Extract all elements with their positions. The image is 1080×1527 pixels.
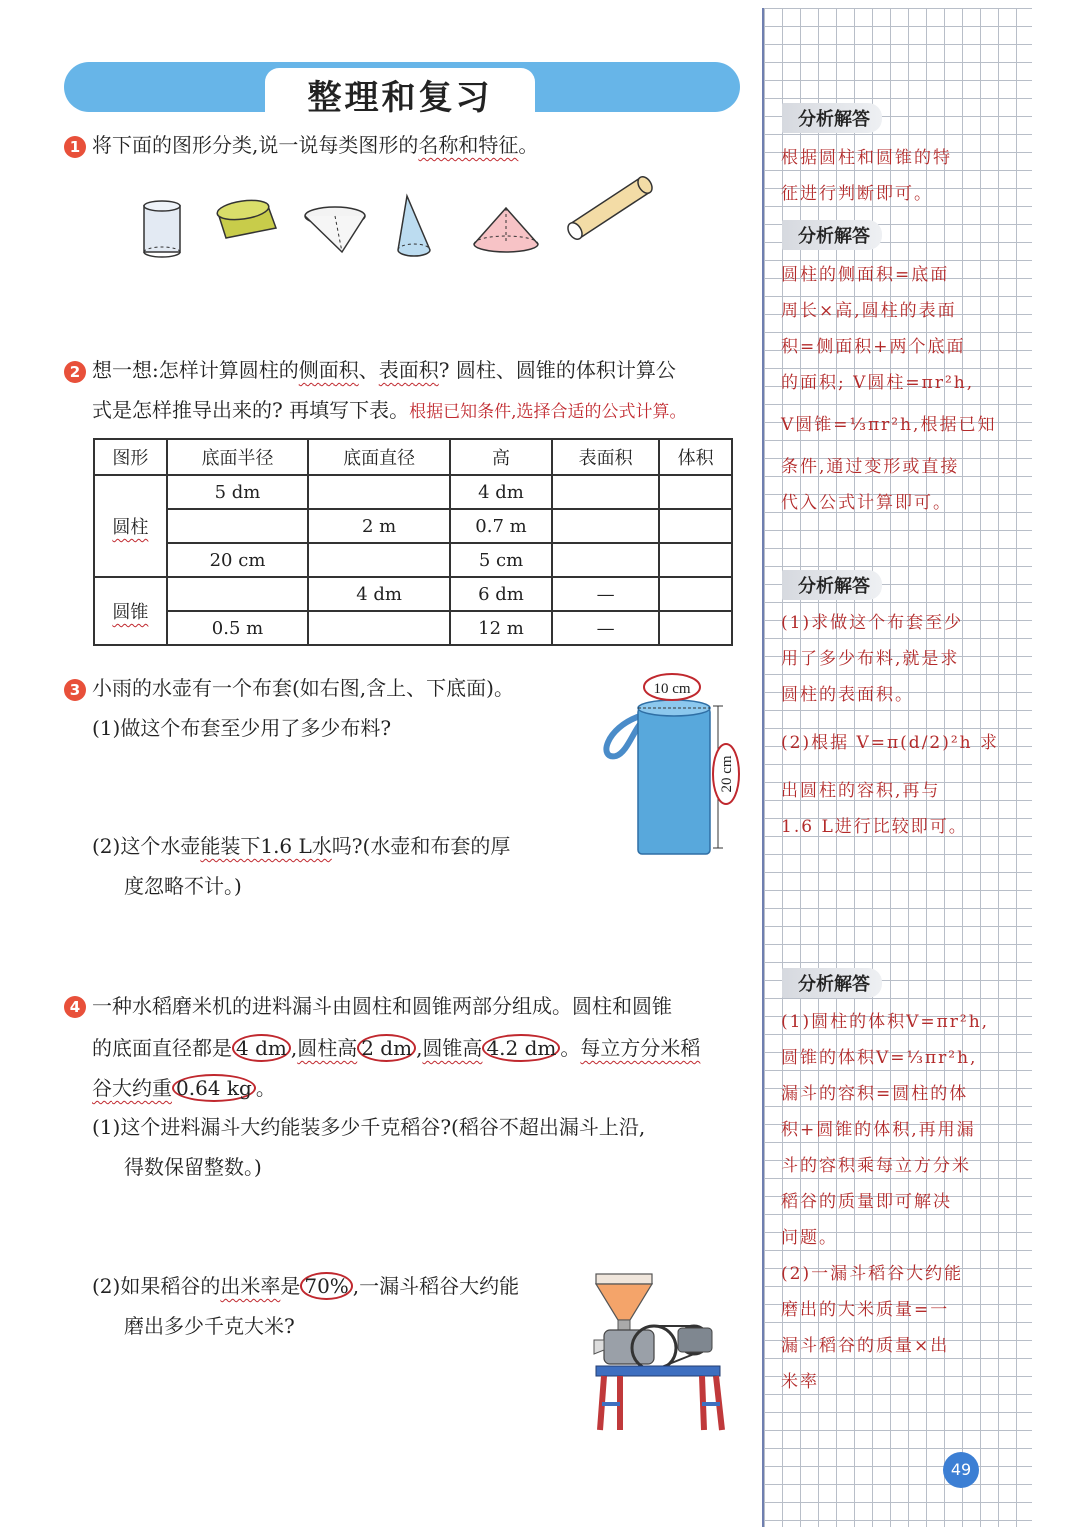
q4-line3-a: 谷 (92, 1076, 112, 1100)
analysis-heading-4: 分析解答 (782, 968, 882, 998)
question-3-sub2-line2: 度忽略不计。) (124, 874, 242, 898)
q4-line2-a: 的底面直径都是 (92, 1036, 232, 1060)
analysis-line: 漏斗稻谷的质量×出 (781, 1336, 950, 1356)
q1-text-c: 。 (518, 133, 539, 157)
q4-sub2-b: 出米率 (220, 1274, 281, 1298)
q2-line1-c: 、 (358, 358, 379, 382)
table-cell (167, 577, 309, 611)
analysis-line: 条件,通过变形或直接 (781, 457, 960, 477)
q2-hint: 根据已知条件,选择合适的公式计算。 (409, 402, 687, 422)
analysis-1 (781, 140, 1021, 212)
table-header: 体积 (659, 439, 732, 475)
cone-shape-3 (474, 208, 538, 252)
question-number-4: 4 (64, 996, 86, 1018)
cylinder-shape-1 (144, 201, 180, 257)
table-header: 底面直径 (308, 439, 450, 475)
table-row (94, 543, 732, 577)
q3-sub2-a: (2)这个水壶 (92, 834, 201, 858)
q3-sub2-c: 吗?(水壶和布套的厚 (331, 834, 511, 858)
analysis-line: 积=侧面积+两个底面 (781, 337, 966, 357)
analysis-line: 漏斗的容积=圆柱的体 (781, 1084, 969, 1104)
q2-line1-b: 侧面积 (298, 358, 359, 382)
analysis-line: 1.6 L进行比较即可。 (781, 817, 968, 837)
table-cell: 4 dm (450, 475, 552, 509)
q4-circled-70: 70% (300, 1272, 352, 1300)
table-cell: 2 m (308, 509, 450, 543)
analysis-formula: 的面积; V圆柱=πr²h, (781, 373, 975, 393)
table-cell: 5 dm (167, 475, 309, 509)
q2-line2: 式是怎样推导出来的? 再填写下表。 (92, 398, 410, 422)
analysis-line: (1)求做这个布套至少 (781, 613, 964, 633)
table-cell (552, 475, 659, 509)
analysis-line: 米率 (781, 1372, 819, 1392)
q4-line3-d: 。 (255, 1076, 276, 1100)
analysis-line: 用了多少布料,就是求 (781, 649, 960, 669)
question-4-sub2 (92, 1266, 519, 1306)
question-2-line2 (92, 390, 687, 432)
table-cell: 0.7 m (450, 509, 552, 543)
table-cell: — (552, 611, 659, 645)
table-cell (308, 611, 450, 645)
analysis-line: 斗的容积乘每立方分米 (781, 1156, 971, 1176)
table-row (94, 475, 732, 509)
analysis-line: 代入公式计算即可。 (781, 493, 952, 513)
q1-text-a: 将下面的图形分类,说一说每类图形的 (92, 133, 419, 157)
q4-sub2-a: (2)如果稻谷的 (92, 1274, 221, 1298)
analysis-line: 圆柱的表面积。 (781, 685, 914, 705)
table-header: 表面积 (552, 439, 659, 475)
water-bottle-figure (600, 668, 750, 863)
q4-circled-4dm: 4 dm (232, 1034, 291, 1062)
table-cell (659, 543, 732, 577)
q1-text-b: 名称和特征 (418, 133, 519, 157)
table-cell: 6 dm (450, 577, 552, 611)
bottle-diameter-label: 10 cm (653, 681, 691, 697)
table-header: 高 (450, 439, 552, 475)
q2-line1-d: 表面积 (378, 358, 439, 382)
question-4-sub1-line2: 得数保留整数。) (124, 1155, 262, 1179)
q4-sub2-c: 是 (280, 1274, 301, 1298)
cone-shape-1 (305, 207, 365, 252)
question-number-3: 3 (64, 679, 86, 701)
question-number-2: 2 (64, 361, 86, 383)
cylinder-shape-2 (216, 197, 276, 238)
q4-line2-j: 每立方分米稻 (580, 1036, 701, 1060)
analysis-line: 出圆柱的容积,再与 (781, 781, 941, 801)
calculation-table (93, 438, 733, 646)
table-header-row (94, 439, 732, 475)
page-title: 整理和复习 (307, 78, 493, 118)
rice-mill-figure (590, 1270, 740, 1440)
table-cell: 4 dm (308, 577, 450, 611)
table-cell (308, 543, 450, 577)
analysis-heading-3: 分析解答 (782, 570, 882, 600)
q4-line2-g: 圆锥高 (422, 1036, 483, 1060)
analysis-line: (1)圆柱的体积V=πr²h, (781, 1012, 990, 1032)
table-row (94, 611, 732, 645)
table-cell: 5 cm (450, 543, 552, 577)
table-header: 底面半径 (167, 439, 309, 475)
page-number: 49 (943, 1452, 979, 1488)
analysis-line: 圆柱的侧面积=底面 (781, 265, 950, 285)
row-label-cone: 圆锥 (94, 577, 167, 645)
table-cell (552, 543, 659, 577)
table-cell: 12 m (450, 611, 552, 645)
q4-circled-064kg: 0.64 kg (172, 1074, 256, 1102)
analysis-line: 征进行判断即可。 (781, 184, 933, 204)
analysis-4 (781, 1004, 1021, 1400)
table-cell (659, 509, 732, 543)
question-4-sub2-line2: 磨出多少千克大米? (124, 1314, 295, 1338)
question-4-sub1: (1)这个进料漏斗大约能装多少千克稻谷?(稻谷不超出漏斗上沿, (92, 1115, 646, 1139)
question-1-text (92, 125, 538, 165)
question-4-line1: 一种水稻磨米机的进料漏斗由圆柱和圆锥两部分组成。圆柱和圆锥 (92, 994, 672, 1018)
q4-circled-2dm: 2 dm (357, 1034, 416, 1062)
question-3-sub2 (92, 826, 510, 866)
q4-line2-i: 。 (560, 1036, 581, 1060)
question-4-line3 (92, 1068, 276, 1108)
table-cell: — (552, 577, 659, 611)
analysis-line: 根据圆柱和圆锥的特 (781, 148, 952, 168)
analysis-line: 问题。 (781, 1228, 838, 1248)
table-cell (552, 509, 659, 543)
analysis-3 (781, 605, 1021, 845)
analysis-formula: V圆锥=⅓πr²h,根据已知 (781, 415, 997, 435)
q2-line1-a: 想一想:怎样计算圆柱的 (92, 358, 299, 382)
analysis-line: 稻谷的质量即可解决 (781, 1192, 952, 1212)
bottle-height-label: 20 cm (719, 755, 735, 793)
table-header: 图形 (94, 439, 167, 475)
question-3-sub1: (1)做这个布套至少用了多少布料? (92, 716, 392, 740)
table-cell (659, 475, 732, 509)
table-cell (659, 611, 732, 645)
q4-line3-b: 大约重 (112, 1076, 172, 1100)
q4-sub2-e: ,一漏斗稻谷大约能 (352, 1274, 520, 1298)
cylinder-shape-3 (565, 174, 655, 242)
analysis-line: (2)一漏斗稻谷大约能 (781, 1264, 964, 1284)
q4-circled-42dm: 4.2 dm (482, 1034, 560, 1062)
analysis-heading-1: 分析解答 (782, 103, 882, 133)
cone-shape-2 (398, 196, 430, 256)
analysis-formula: (2)根据 V=π(d/2)²h 求 (781, 733, 1000, 753)
analysis-line: 圆锥的体积V=⅓πr²h, (781, 1048, 978, 1068)
table-row (94, 509, 732, 543)
q2-line1-e: ? 圆柱、圆锥的体积计算公 (438, 358, 676, 382)
table-cell: 0.5 m (167, 611, 309, 645)
table-cell (308, 475, 450, 509)
shapes-figure (130, 168, 670, 268)
question-2-line1 (92, 350, 676, 390)
question-number-1: 1 (64, 136, 86, 158)
table-row (94, 577, 732, 611)
table-cell (167, 509, 309, 543)
analysis-line: 周长×高,圆柱的表面 (781, 301, 957, 321)
analysis-line: 磨出的大米质量=一 (781, 1300, 950, 1320)
q4-line2-c: , (290, 1036, 298, 1060)
question-4-line2 (92, 1028, 700, 1068)
row-label-cylinder: 圆柱 (94, 475, 167, 577)
table-cell (659, 577, 732, 611)
q3-sub2-b: 能装下1.6 L水 (200, 834, 332, 858)
q4-line2-f: , (416, 1036, 423, 1060)
question-3-text: 小雨的水壶有一个布套(如右图,含上、下底面)。 (92, 676, 514, 700)
table-cell: 20 cm (167, 543, 309, 577)
q4-line2-d: 圆柱高 (297, 1036, 358, 1060)
analysis-heading-2: 分析解答 (782, 220, 882, 250)
analysis-2 (781, 257, 1021, 521)
analysis-line: 积+圆锥的体积,再用漏 (781, 1120, 976, 1140)
